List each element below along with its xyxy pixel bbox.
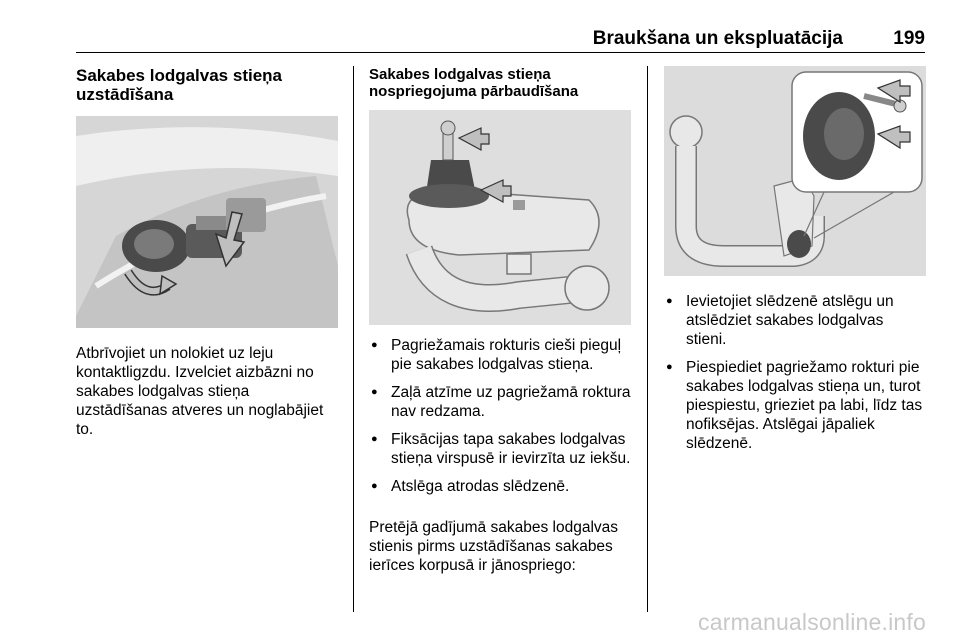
list-item: ● Fiksācijas tapa sakabes lodgalvas stieņa virspusē ir ievirzīta uz iekšu. xyxy=(369,430,631,468)
site-watermark: carmanualsonline.info xyxy=(698,609,926,635)
list-item: ● Ievietojiet slēdzenē atslēgu un atslēdziet sakabes lodgalvas stieni. xyxy=(664,292,926,349)
figure-socket-release xyxy=(76,116,338,328)
section-heading-tension-check: Sakabes lodgalvas stieņa nospriegojuma pārbaudīšana xyxy=(369,66,579,100)
socket-release-illustration xyxy=(76,116,338,328)
figure-towbar-key xyxy=(664,66,926,276)
list-item: ● Atslēga atrodas slēdzenē. xyxy=(369,477,631,496)
towbar-tension-illustration xyxy=(369,110,631,325)
column-divider-2 xyxy=(647,66,648,612)
list-item: ● Pagriežamais rokturis cieši pieguļ pie sakabes lodgalvas stieņa. xyxy=(369,336,631,374)
column-1 xyxy=(76,66,338,104)
install-instructions-text: Atbrīvojiet un nolokiet uz leju kontaktligzdu. Izvelciet aizbāzni no sakabes lodgalvas stieņa uzstādīšanas atveres un noglabājiet to. xyxy=(76,345,324,438)
column-2 xyxy=(369,66,631,100)
header-rule xyxy=(76,52,925,53)
chapter-title: Braukšana un ekspluatācija xyxy=(592,28,843,49)
tension-instruction-text: Pretējā gadījumā sakabes lodgalvas stienis pirms uzstādīšanas sakabes ierīces korpusā ir jānospriego: xyxy=(369,519,619,574)
list-item: ● Zaļā atzīme uz pagriežamā roktura nav redzama. xyxy=(369,383,631,421)
section-heading-install: Sakabes lodgalvas stieņa uzstādīšana xyxy=(76,66,282,104)
page-number: 199 xyxy=(893,28,925,49)
tension-checklist xyxy=(369,336,631,505)
page-header xyxy=(76,28,925,50)
column-divider-1 xyxy=(353,66,354,612)
list-item: ● Piespiediet pagriežamo rokturi pie sakabes lodgalvas stieņa un, turot piespiestu, grieziet pa labi, līdz tas nofiksējas. Atslēgai jāpaliek slēdzenē. xyxy=(664,358,926,453)
key-instructions-list xyxy=(664,292,926,462)
figure-towbar-tension xyxy=(369,110,631,325)
towbar-key-illustration xyxy=(664,66,926,276)
